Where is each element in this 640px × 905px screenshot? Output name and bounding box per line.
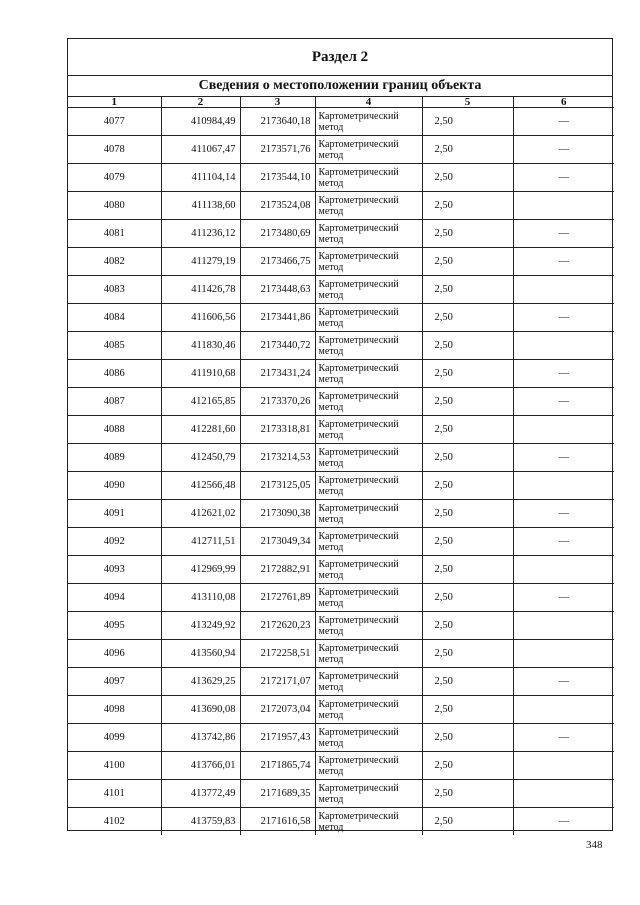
table-row — [68, 360, 614, 388]
coord-y: 2173466,75 — [240, 248, 315, 276]
table-row — [68, 332, 614, 360]
table-row — [68, 584, 614, 612]
point-number: 4102 — [103, 816, 125, 827]
accuracy-value: 2,50 — [422, 528, 513, 556]
coord-x: 411426,78 — [161, 276, 240, 304]
point-description: — — [513, 808, 614, 836]
accuracy-value: 2,50 — [422, 108, 513, 136]
coord-y: 2173214,53 — [240, 444, 315, 472]
coord-y: 2171616,58 — [240, 808, 315, 836]
accuracy-value: 2,50 — [422, 332, 513, 360]
point-description: — — [513, 584, 614, 612]
coord-x: 411138,60 — [161, 192, 240, 220]
coord-y: 2173441,86 — [240, 304, 315, 332]
coord-x: 413759,83 — [161, 808, 240, 836]
determination-method: Картометрический метод — [315, 360, 422, 388]
coord-x: 412566,48 — [161, 472, 240, 500]
table-row — [68, 668, 614, 696]
point-description — [513, 640, 614, 668]
determination-method: Картометрический метод — [315, 808, 422, 836]
determination-method: Картометрический метод — [315, 192, 422, 220]
point-number: 4093 — [68, 556, 161, 584]
accuracy-value: 2,50 — [422, 136, 513, 164]
coord-x: 412450,79 — [161, 444, 240, 472]
coord-y: 2171689,35 — [240, 780, 315, 808]
coord-y: 2172073,04 — [240, 696, 315, 724]
point-description: — — [513, 528, 614, 556]
accuracy-value: 2,50 — [422, 556, 513, 584]
point-description — [513, 752, 614, 780]
table-row — [68, 472, 614, 500]
table-row — [68, 528, 614, 556]
document-frame — [67, 38, 613, 831]
accuracy-value: 2,50 — [422, 388, 513, 416]
coord-x: 411104,14 — [161, 164, 240, 192]
coord-y: 2173544,10 — [240, 164, 315, 192]
point-description: — — [513, 500, 614, 528]
point-number: 4079 — [68, 164, 161, 192]
coord-x: 411279,19 — [161, 248, 240, 276]
coord-y: 2172882,91 — [240, 556, 315, 584]
point-description: — — [513, 136, 614, 164]
coord-y: 2172258,51 — [240, 640, 315, 668]
table-row — [68, 724, 614, 752]
point-description — [513, 556, 614, 584]
column-header: 1 — [68, 97, 161, 108]
point-number: 4098 — [68, 696, 161, 724]
coord-y: 2172620,23 — [240, 612, 315, 640]
column-header: 6 — [513, 97, 614, 108]
determination-method: Картометрический метод — [315, 276, 422, 304]
table-row — [68, 304, 614, 332]
coord-x: 413249,92 — [161, 612, 240, 640]
coord-x: 413772,49 — [161, 780, 240, 808]
point-number: 4083 — [68, 276, 161, 304]
column-header: 5 — [422, 97, 513, 108]
coord-y: 2171957,43 — [240, 724, 315, 752]
coord-x: 412165,85 — [161, 388, 240, 416]
determination-method: Картометрический метод — [315, 724, 422, 752]
point-number: 4100 — [68, 752, 161, 780]
accuracy-value: 2,50 — [422, 780, 513, 808]
section-title: Раздел 2 — [68, 39, 612, 76]
point-number: 4087 — [68, 388, 161, 416]
table-row — [68, 248, 614, 276]
coord-x: 413690,08 — [161, 696, 240, 724]
table-row — [68, 108, 614, 136]
point-number: 4078 — [68, 136, 161, 164]
column-header: 4 — [315, 97, 422, 108]
point-number: 4081 — [68, 220, 161, 248]
column-header-row — [68, 97, 614, 108]
coord-y: 2173480,69 — [240, 220, 315, 248]
determination-method: Картометрический метод — [315, 780, 422, 808]
table-row — [68, 444, 614, 472]
coord-x: 412621,02 — [161, 500, 240, 528]
accuracy-value: 2,50 — [422, 248, 513, 276]
determination-method: Картометрический метод — [315, 388, 422, 416]
determination-method: Картометрический метод — [315, 332, 422, 360]
point-number: 4091 — [68, 500, 161, 528]
accuracy-value: 2,50 — [422, 612, 513, 640]
accuracy-value: 2,50 — [422, 500, 513, 528]
table-row — [68, 808, 614, 836]
point-description — [513, 192, 614, 220]
point-description: — — [513, 108, 614, 136]
point-number: 4077 — [68, 108, 161, 136]
coord-y: 2173125,05 — [240, 472, 315, 500]
coord-x: 413560,94 — [161, 640, 240, 668]
point-number: 4080 — [68, 192, 161, 220]
coord-x: 413742,86 — [161, 724, 240, 752]
table-row — [68, 192, 614, 220]
accuracy-value: 2,50 — [422, 416, 513, 444]
table-row — [68, 164, 614, 192]
point-description — [513, 696, 614, 724]
point-number: 4094 — [68, 584, 161, 612]
accuracy-value: 2,50 — [422, 668, 513, 696]
table-row — [68, 276, 614, 304]
accuracy-value: 2,50 — [422, 696, 513, 724]
page-number: 348 — [586, 839, 603, 851]
table-row — [68, 388, 614, 416]
coord-y: 2173640,18 — [240, 108, 315, 136]
point-number: 4097 — [68, 668, 161, 696]
column-header: 3 — [240, 97, 315, 108]
determination-method: Картометрический метод — [315, 696, 422, 724]
coord-y: 2173049,34 — [240, 528, 315, 556]
coord-y: 2173524,08 — [240, 192, 315, 220]
coord-y: 2173448,63 — [240, 276, 315, 304]
table-row — [68, 696, 614, 724]
point-description — [513, 276, 614, 304]
determination-method: Картометрический метод — [315, 444, 422, 472]
accuracy-value: 2,50 — [422, 304, 513, 332]
determination-method: Картометрический метод — [315, 164, 422, 192]
column-header: 2 — [161, 97, 240, 108]
point-number: 4088 — [68, 416, 161, 444]
point-number: 4096 — [68, 640, 161, 668]
point-description — [513, 472, 614, 500]
coord-y: 2173318,81 — [240, 416, 315, 444]
accuracy-value: 2,50 — [422, 724, 513, 752]
determination-method: Картометрический метод — [315, 556, 422, 584]
coord-x: 413110,08 — [161, 584, 240, 612]
accuracy-value: 2,50 — [422, 220, 513, 248]
coord-y: 2172761,89 — [240, 584, 315, 612]
determination-method: Картометрический метод — [315, 528, 422, 556]
table-row — [68, 612, 614, 640]
coord-x: 411067,47 — [161, 136, 240, 164]
point-description: — — [513, 668, 614, 696]
table-row — [68, 640, 614, 668]
coord-y: 2173571,76 — [240, 136, 315, 164]
determination-method: Картометрический метод — [315, 640, 422, 668]
point-number: 4099 — [68, 724, 161, 752]
point-description: — — [513, 444, 614, 472]
table-row — [68, 556, 614, 584]
determination-method: Картометрический метод — [315, 500, 422, 528]
accuracy-value: 2,50 — [422, 164, 513, 192]
determination-method: Картометрический метод — [315, 668, 422, 696]
determination-method: Картометрический метод — [315, 472, 422, 500]
point-number: 4086 — [68, 360, 161, 388]
boundary-table — [68, 97, 614, 835]
point-number: 4089 — [68, 444, 161, 472]
point-number: 4095 — [68, 612, 161, 640]
table-row — [68, 780, 614, 808]
coord-x: 411236,12 — [161, 220, 240, 248]
determination-method: Картометрический метод — [315, 416, 422, 444]
determination-method: Картометрический метод — [315, 136, 422, 164]
point-description: — — [513, 388, 614, 416]
accuracy-value: 2,50 — [422, 360, 513, 388]
determination-method: Картометрический метод — [315, 248, 422, 276]
coord-y: 2173431,24 — [240, 360, 315, 388]
determination-method: Картометрический метод — [315, 752, 422, 780]
determination-method: Картометрический метод — [315, 220, 422, 248]
coord-y: 2173090,38 — [240, 500, 315, 528]
table-row — [68, 752, 614, 780]
point-description: — — [513, 248, 614, 276]
accuracy-value: 2,50 — [422, 640, 513, 668]
table-row — [68, 136, 614, 164]
table-row — [68, 500, 614, 528]
coord-x: 411606,56 — [161, 304, 240, 332]
coord-y: 2172171,07 — [240, 668, 315, 696]
determination-method: Картометрический метод — [315, 108, 422, 136]
accuracy-value: 2,50 — [422, 752, 513, 780]
coord-y: 2171865,74 — [240, 752, 315, 780]
determination-method: Картометрический метод — [315, 612, 422, 640]
point-number: 4084 — [68, 304, 161, 332]
coord-x: 412711,51 — [161, 528, 240, 556]
accuracy-value: 2,50 — [422, 276, 513, 304]
point-number: 4092 — [68, 528, 161, 556]
accuracy-value: 2,50 — [422, 444, 513, 472]
point-description: — — [513, 360, 614, 388]
point-description: — — [513, 220, 614, 248]
determination-method: Картометрический метод — [315, 584, 422, 612]
table-row — [68, 416, 614, 444]
coord-x: 410984,49 — [161, 108, 240, 136]
determination-method: Картометрический метод — [315, 304, 422, 332]
point-description: — — [513, 304, 614, 332]
point-number: 4101 — [68, 780, 161, 808]
coord-x: 413629,25 — [161, 668, 240, 696]
point-description: — — [513, 164, 614, 192]
coord-x: 412281,60 — [161, 416, 240, 444]
point-number: 4085 — [68, 332, 161, 360]
point-description: — — [513, 724, 614, 752]
accuracy-value: 2,50 — [422, 472, 513, 500]
table-row — [68, 220, 614, 248]
coord-x: 411910,68 — [161, 360, 240, 388]
point-description — [513, 780, 614, 808]
coord-y: 2173440,72 — [240, 332, 315, 360]
point-description — [513, 612, 614, 640]
point-number: 4090 — [68, 472, 161, 500]
coord-y: 2173370,26 — [240, 388, 315, 416]
point-number: 4082 — [68, 248, 161, 276]
point-description — [513, 332, 614, 360]
coord-x: 411830,46 — [161, 332, 240, 360]
accuracy-value: 2,50 — [422, 584, 513, 612]
coord-x: 412969,99 — [161, 556, 240, 584]
accuracy-value: 2,50 — [422, 808, 513, 836]
coord-x: 413766,01 — [161, 752, 240, 780]
point-description — [513, 416, 614, 444]
accuracy-value: 2,50 — [422, 192, 513, 220]
section-subtitle: Сведения о местоположении границ объекта — [68, 76, 612, 97]
